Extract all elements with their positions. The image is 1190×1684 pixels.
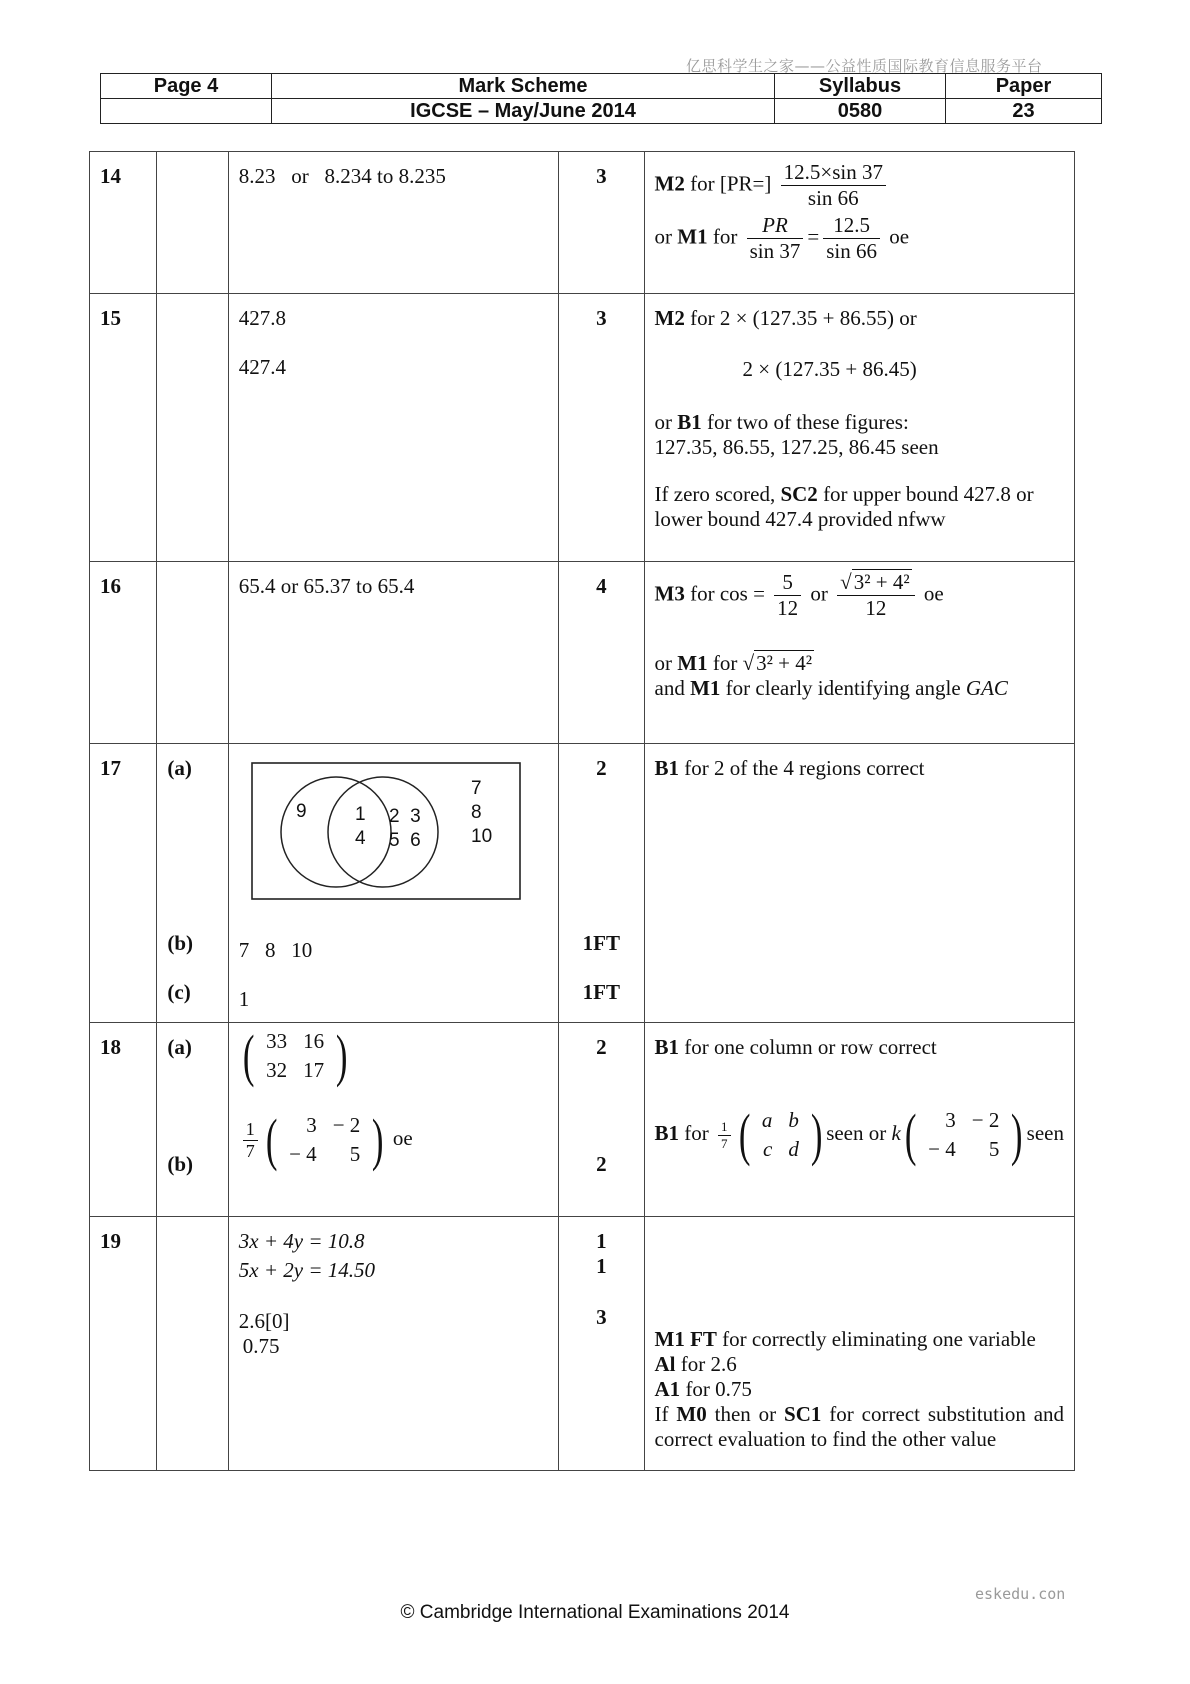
header-blank: [101, 99, 272, 124]
row-q19: [90, 1217, 1075, 1471]
header-syllabus: 0580: [775, 99, 946, 124]
mark: 4: [559, 562, 644, 744]
header-title: Mark Scheme: [272, 74, 775, 99]
question-number: 15: [90, 294, 157, 562]
mark: 1 1 3: [559, 1217, 644, 1471]
venn-right-2: 5 6: [388, 830, 421, 851]
guidance: B1 for 2 of the 4 regions correct: [644, 744, 1074, 1023]
header-table: [100, 73, 1102, 124]
header-paper-label: Paper: [946, 74, 1102, 99]
question-number: 18: [90, 1023, 157, 1217]
guidance: M2 for 2 × (127.35 + 86.55) or 2 × (127.35 + 86.45) or B1 for two of these figures: 127.35, 86.55, 127.25, 86.45 seen If zero scored, SC2 for upper bound 427.8 or lower bound 427.4 provided nfww: [644, 294, 1074, 562]
guidance: M2 for [PR=] $\frac{12.5\times\sin 37}{\sin 66}$ or M1 for $\frac{PR}{\sin 37}$ = $\frac{12.5}{\sin 66}$ oe: [644, 152, 1074, 294]
header-syllabus-label: Syllabus: [775, 74, 946, 99]
question-number: 19: [90, 1217, 157, 1471]
answer: 9 1 4 2 3 5 6 7 8 10 7 8 10 1: [228, 744, 558, 1023]
venn-circle-left: [281, 777, 391, 887]
question-number: 16: [90, 562, 157, 744]
venn-out-2: 8: [470, 802, 482, 823]
row-q17: 17 (a) (b) (c) 9 1 4 2 3 5 6 7 8 10 7 8 10 1 2 1FT 1FT B1 for 2 of the 4 regions correct: [90, 744, 1075, 1023]
question-number: 17: [90, 744, 157, 1023]
answer: 3x + 4y = 10.8 5x + 2y = 14.50 2.6[0] 0.75: [228, 1217, 558, 1471]
venn-circle-right: [328, 777, 438, 887]
venn-left: 9: [295, 801, 307, 822]
guidance: M3 for cos = $\frac{5}{12}$ or $\frac{\text{√3² + 4²}}{12}$ oe or M1 for √3² + 4² and M1 for clearly identifying angle GAC: [644, 562, 1074, 744]
mark: 2 2: [559, 1023, 644, 1217]
header-paper: 23: [946, 99, 1102, 124]
venn-both-2: 4: [354, 828, 366, 849]
matrix-k: ( 3 − 2 − 4 5 ): [904, 1102, 1023, 1167]
answer: 65.4 or 65.37 to 65.4: [228, 562, 558, 744]
answer: 8.23 or 8.234 to 8.235: [228, 152, 558, 294]
answer: ( 33 16 32 17 ) $\frac{1}{7}$ ( 3 − 2 − 4 5 ) oe: [228, 1023, 558, 1217]
question-number: 14: [90, 152, 157, 294]
mark: 2 1FT 1FT: [559, 744, 644, 1023]
matrix-abcd: ( a b c d ): [738, 1102, 823, 1167]
matrix-a: ( 33 16 32 17 ): [242, 1023, 348, 1088]
row-q14: [90, 152, 1075, 294]
venn-out-1: 7: [470, 778, 482, 799]
venn-out-3: 10: [470, 826, 492, 847]
venn-right-1: 2 3: [388, 806, 421, 827]
answer: 427.8 427.4: [228, 294, 558, 562]
mark: 3: [559, 294, 644, 562]
header-exam: IGCSE – May/June 2014: [272, 99, 775, 124]
row-q18: 18 (a) (b) ( 33 16 32 17 ) $\frac{1}{7}$ ( 3 − 2 − 4 5 ) oe 2 2 B1 for one column or row correct B1 for $\frac{1}{7}$ ( a b c d ) seen or k ( 3 − 2 − 4 5 ) seen: [90, 1023, 1075, 1217]
mark-scheme-table: [89, 151, 1075, 1471]
header-page: Page 4: [101, 74, 272, 99]
row-q16: [90, 562, 1075, 744]
row-q15: [90, 294, 1075, 562]
watermark-bottom: eskedu.con: [975, 1585, 1066, 1603]
footer-copyright: © Cambridge International Examinations 2014: [400, 1602, 790, 1623]
watermark-top: 亿思科学生之家——公益性质国际教育信息服务平台: [686, 57, 1043, 75]
mark: 3: [559, 152, 644, 294]
matrix-b: ( 3 − 2 − 4 5 ): [265, 1107, 384, 1172]
guidance: B1 for one column or row correct B1 for $\frac{1}{7}$ ( a b c d ) seen or k ( 3 − 2 − 4 5 ) seen: [644, 1023, 1074, 1217]
venn-both-1: 1: [354, 804, 366, 825]
guidance: M1 FT for correctly eliminating one variable Al for 2.6 A1 for 0.75 If M0 then or SC1 for correct substitution and correct evaluation to find the other value: [644, 1217, 1074, 1471]
venn-diagram: [251, 762, 523, 902]
